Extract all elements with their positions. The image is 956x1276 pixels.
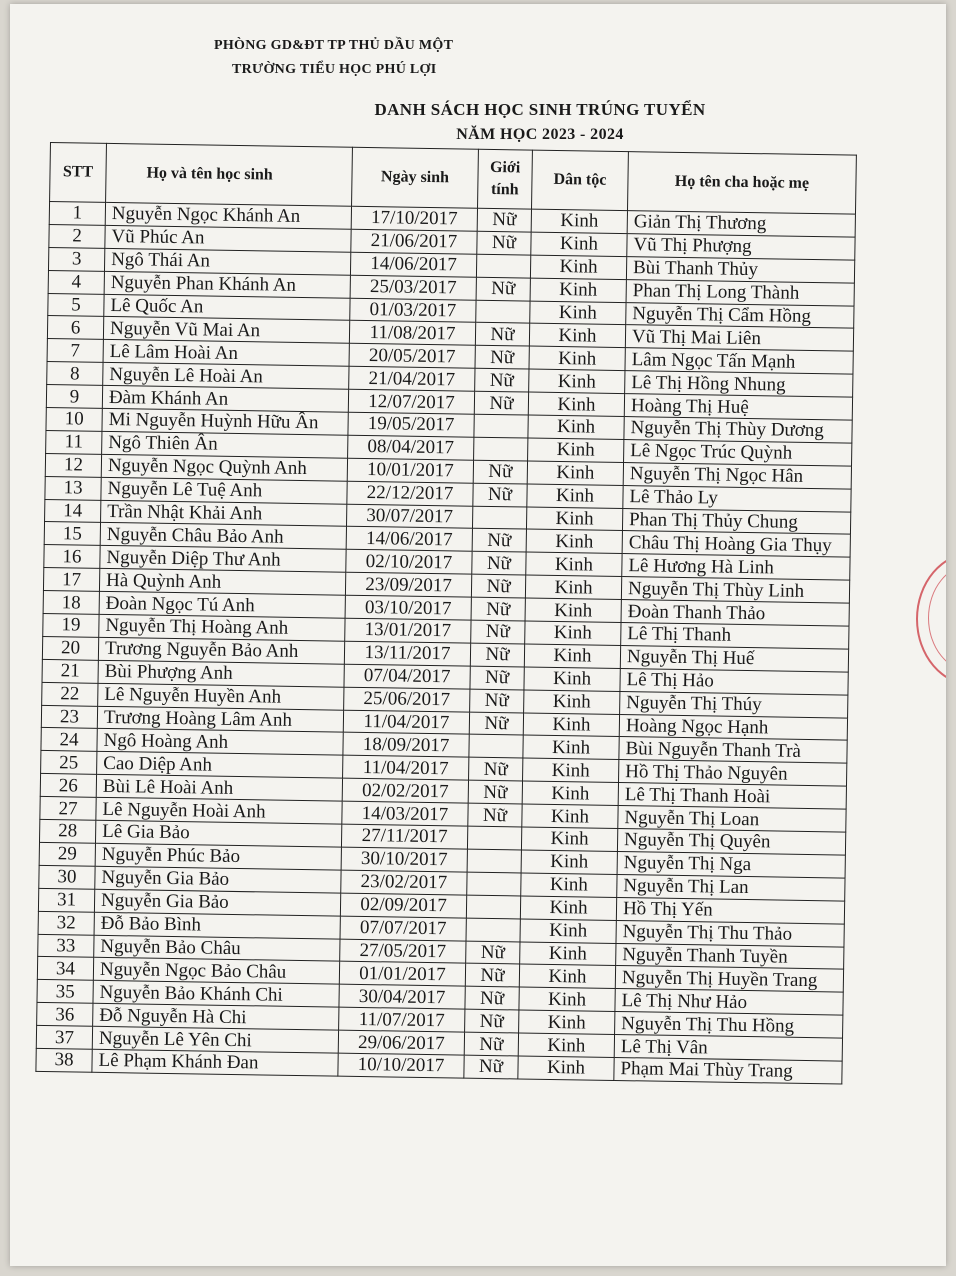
cell-dob: 27/11/2017 — [341, 824, 467, 849]
cell-dob: 27/05/2017 — [340, 939, 466, 964]
cell-stt: 21 — [42, 659, 98, 683]
cell-stt: 31 — [38, 888, 94, 912]
cell-ethnicity: Kinh — [521, 827, 617, 851]
cell-gender: Nữ — [465, 986, 519, 1010]
cell-dob: 18/09/2017 — [343, 733, 469, 758]
cell-parent-name: Lê Thảo Ly — [623, 485, 851, 511]
cell-parent-name: Nguyễn Thị Lan — [617, 874, 845, 900]
cell-ethnicity: Kinh — [524, 690, 620, 714]
cell-gender: Nữ — [468, 803, 522, 827]
cell-parent-name: Nguyễn Thị Thùy Linh — [621, 577, 849, 603]
cell-stt: 4 — [48, 270, 104, 294]
cell-student-name: Nguyễn Lê Tuệ Anh — [101, 477, 347, 504]
cell-ethnicity: Kinh — [523, 735, 619, 759]
cell-student-name: Nguyễn Châu Bảo Anh — [100, 523, 346, 550]
cell-stt: 34 — [37, 957, 93, 981]
cell-gender — [467, 826, 521, 850]
cell-student-name: Bùi Phượng Anh — [98, 660, 344, 687]
cell-stt: 20 — [42, 636, 98, 660]
col-header-gender: Giới tính — [478, 149, 533, 209]
cell-student-name: Nguyễn Gia Bảo — [94, 889, 340, 916]
cell-student-name: Nguyễn Thị Hoàng Anh — [99, 614, 345, 641]
cell-ethnicity: Kinh — [524, 644, 620, 668]
cell-gender: Nữ — [475, 323, 529, 347]
cell-ethnicity: Kinh — [528, 438, 624, 462]
cell-ethnicity: Kinh — [521, 873, 617, 897]
cell-ethnicity: Kinh — [523, 758, 619, 782]
cell-gender: Nữ — [471, 597, 525, 621]
cell-student-name: Nguyễn Phúc Bảo — [95, 843, 341, 870]
cell-ethnicity: Kinh — [525, 575, 621, 599]
cell-gender — [467, 849, 521, 873]
cell-student-name: Hà Quỳnh Anh — [99, 569, 345, 596]
cell-student-name: Nguyễn Lê Hoài An — [103, 363, 349, 390]
cell-student-name: Trương Nguyễn Bảo Anh — [98, 637, 344, 664]
cell-dob: 11/04/2017 — [343, 756, 469, 781]
cell-ethnicity: Kinh — [526, 507, 622, 531]
col-header-name: Họ và tên học sinh — [106, 143, 353, 206]
cell-parent-name: Nguyễn Thị Thùy Dương — [624, 417, 852, 443]
cell-stt: 17 — [43, 568, 99, 592]
cell-parent-name: Lê Thị Thanh Hoài — [618, 783, 846, 809]
cell-ethnicity: Kinh — [528, 415, 624, 439]
cell-dob: 30/07/2017 — [346, 504, 472, 529]
cell-student-name: Đàm Khánh An — [102, 385, 348, 412]
cell-ethnicity: Kinh — [530, 255, 626, 279]
cell-ethnicity: Kinh — [527, 461, 623, 485]
cell-parent-name: Bùi Thanh Thủy — [626, 256, 854, 282]
cell-student-name: Trần Nhật Khải Anh — [101, 500, 347, 527]
cell-parent-name: Lê Thị Thanh — [621, 623, 849, 649]
cell-stt: 19 — [43, 613, 99, 637]
cell-gender: Nữ — [465, 1009, 519, 1033]
cell-dob: 10/01/2017 — [347, 458, 473, 483]
cell-stt: 36 — [37, 1003, 93, 1027]
cell-stt: 22 — [42, 682, 98, 706]
cell-parent-name: Nguyễn Thị Ngọc Hân — [623, 462, 851, 488]
cell-ethnicity: Kinh — [531, 232, 627, 256]
cell-gender — [472, 506, 526, 530]
cell-parent-name: Nguyễn Thị Thu Thảo — [616, 920, 844, 946]
school-name: TRƯỜNG TIỂU HỌC PHÚ LỢI — [232, 62, 437, 77]
cell-parent-name: Lâm Ngọc Tấn Mạnh — [625, 348, 853, 374]
col-header-parent: Họ tên cha hoặc mẹ — [627, 152, 856, 215]
cell-stt: 10 — [46, 407, 102, 431]
cell-stt: 11 — [46, 430, 102, 454]
cell-parent-name: Vũ Thị Mai Liên — [625, 325, 853, 351]
cell-parent-name: Lê Thị Như Hảo — [615, 989, 843, 1015]
cell-stt: 8 — [47, 362, 103, 386]
cell-gender — [466, 918, 520, 942]
cell-ethnicity: Kinh — [521, 850, 617, 874]
cell-student-name: Nguyễn Diệp Thư Anh — [100, 546, 346, 573]
cell-gender: Nữ — [475, 346, 529, 370]
cell-gender — [474, 437, 528, 461]
cell-ethnicity: Kinh — [523, 713, 619, 737]
cell-stt: 14 — [45, 499, 101, 523]
cell-stt: 30 — [39, 865, 95, 889]
cell-dob: 20/05/2017 — [349, 344, 475, 369]
cell-stt: 23 — [41, 705, 97, 729]
cell-dob: 02/09/2017 — [340, 893, 466, 918]
cell-stt: 29 — [39, 842, 95, 866]
cell-dob: 23/09/2017 — [345, 572, 471, 597]
cell-ethnicity: Kinh — [518, 1033, 614, 1057]
cell-student-name: Lê Nguyễn Huyền Anh — [98, 683, 344, 710]
cell-dob: 10/10/2017 — [338, 1053, 464, 1078]
cell-gender: Nữ — [472, 529, 526, 553]
cell-ethnicity: Kinh — [519, 964, 615, 988]
cell-ethnicity: Kinh — [530, 278, 626, 302]
cell-parent-name: Nguyễn Thị Nga — [617, 851, 845, 877]
cell-stt: 33 — [38, 934, 94, 958]
cell-gender: Nữ — [468, 780, 522, 804]
cell-dob: 07/04/2017 — [344, 664, 470, 689]
cell-dob: 13/01/2017 — [345, 618, 471, 643]
cell-stt: 38 — [36, 1048, 92, 1072]
cell-student-name: Đoàn Ngọc Tú Anh — [99, 591, 345, 618]
cell-student-name: Mi Nguyễn Huỳnh Hữu Ân — [102, 408, 348, 435]
cell-gender — [466, 895, 520, 919]
cell-dob: 14/03/2017 — [342, 801, 468, 826]
cell-parent-name: Phạm Mai Thùy Trang — [614, 1057, 842, 1083]
cell-gender: Nữ — [466, 941, 520, 965]
cell-dob: 25/06/2017 — [344, 687, 470, 712]
cell-dob: 01/03/2017 — [350, 298, 476, 323]
cell-dob: 25/03/2017 — [350, 275, 476, 300]
cell-dob: 03/10/2017 — [345, 595, 471, 620]
cell-parent-name: Nguyễn Thị Thúy — [620, 691, 848, 717]
cell-gender — [469, 735, 523, 759]
cell-stt: 1 — [49, 202, 105, 226]
cell-gender: Nữ — [477, 231, 531, 255]
cell-student-name: Vũ Phúc An — [105, 225, 351, 252]
cell-stt: 9 — [46, 385, 102, 409]
cell-student-name: Đỗ Bảo Bình — [94, 912, 340, 939]
document-title: DANH SÁCH HỌC SINH TRÚNG TUYỂN — [374, 100, 706, 119]
cell-dob: 01/01/2017 — [339, 962, 465, 987]
cell-student-name: Nguyễn Lê Yên Chi — [92, 1026, 338, 1053]
cell-dob: 14/06/2017 — [346, 527, 472, 552]
cell-dob: 02/10/2017 — [346, 550, 472, 575]
cell-parent-name: Hoàng Thị Huệ — [624, 394, 852, 420]
cell-parent-name: Nguyễn Thị Quyên — [617, 829, 845, 855]
cell-ethnicity: Kinh — [530, 301, 626, 325]
cell-gender — [476, 300, 530, 324]
cell-student-name: Cao Diệp Anh — [97, 752, 343, 779]
cell-gender: Nữ — [471, 620, 525, 644]
cell-parent-name: Nguyễn Thị Huyền Trang — [615, 966, 843, 992]
student-table-wrapper — [35, 142, 857, 1084]
cell-stt: 3 — [48, 247, 104, 271]
cell-stt: 35 — [37, 980, 93, 1004]
cell-dob: 30/04/2017 — [339, 984, 465, 1009]
cell-dob: 11/07/2017 — [339, 1007, 465, 1032]
document-page — [10, 4, 946, 1266]
cell-dob: 11/04/2017 — [343, 710, 469, 735]
cell-gender: Nữ — [477, 208, 531, 232]
cell-parent-name: Nguyễn Thị Thu Hồng — [615, 1012, 843, 1038]
cell-dob: 21/06/2017 — [351, 229, 477, 254]
cell-stt: 6 — [47, 316, 103, 340]
cell-dob: 14/06/2017 — [350, 252, 476, 277]
cell-gender: Nữ — [465, 964, 519, 988]
cell-parent-name: Lê Thị Hồng Nhung — [625, 371, 853, 397]
cell-student-name: Lê Phạm Khánh Đan — [92, 1049, 338, 1076]
cell-gender: Nữ — [470, 666, 524, 690]
cell-stt: 25 — [41, 751, 97, 775]
cell-ethnicity: Kinh — [525, 598, 621, 622]
col-header-ethnicity: Dân tộc — [532, 150, 629, 211]
cell-gender: Nữ — [469, 712, 523, 736]
table-body — [36, 202, 856, 1084]
cell-parent-name: Nguyễn Thị Cẩm Hồng — [626, 302, 854, 328]
cell-parent-name: Hồ Thị Yến — [616, 897, 844, 923]
cell-parent-name: Lê Ngọc Trúc Quỳnh — [624, 439, 852, 465]
cell-student-name: Bùi Lê Hoài Anh — [96, 775, 342, 802]
cell-gender: Nữ — [475, 368, 529, 392]
cell-ethnicity: Kinh — [522, 804, 618, 828]
cell-stt: 26 — [40, 774, 96, 798]
cell-student-name: Nguyễn Phan Khánh An — [104, 271, 350, 298]
cell-ethnicity: Kinh — [526, 552, 622, 576]
cell-dob: 13/11/2017 — [344, 641, 470, 666]
cell-gender: Nữ — [473, 483, 527, 507]
cell-dob: 21/04/2017 — [349, 366, 475, 391]
cell-gender: Nữ — [470, 643, 524, 667]
cell-stt: 27 — [40, 797, 96, 821]
red-seal-inner-ring — [928, 564, 946, 672]
department-name: PHÒNG GD&ĐT TP THỦ DẦU MỘT — [214, 38, 454, 53]
cell-stt: 15 — [44, 522, 100, 546]
cell-student-name: Lê Lâm Hoài An — [103, 340, 349, 367]
cell-parent-name: Bùi Nguyễn Thanh Trà — [619, 737, 847, 763]
cell-stt: 7 — [47, 339, 103, 363]
cell-dob: 08/04/2017 — [348, 435, 474, 460]
cell-stt: 37 — [36, 1025, 92, 1049]
document-subtitle: NĂM HỌC 2023 - 2024 — [456, 126, 624, 143]
cell-dob: 22/12/2017 — [347, 481, 473, 506]
cell-parent-name: Châu Thị Hoàng Gia Thụy — [622, 531, 850, 557]
cell-stt: 24 — [41, 728, 97, 752]
cell-gender: Nữ — [464, 1055, 518, 1079]
cell-stt: 32 — [38, 911, 94, 935]
cell-parent-name: Giản Thị Thương — [627, 211, 855, 237]
cell-ethnicity: Kinh — [527, 484, 623, 508]
cell-student-name: Ngô Thiên Ân — [102, 431, 348, 458]
cell-parent-name: Phan Thị Long Thành — [626, 279, 854, 305]
cell-parent-name: Lê Thị Hảo — [620, 668, 848, 694]
cell-stt: 16 — [44, 545, 100, 569]
cell-ethnicity: Kinh — [520, 896, 616, 920]
cell-ethnicity: Kinh — [529, 324, 625, 348]
cell-ethnicity: Kinh — [531, 209, 627, 233]
cell-parent-name: Nguyễn Thị Loan — [618, 806, 846, 832]
cell-student-name: Nguyễn Bảo Châu — [94, 935, 340, 962]
cell-dob: 12/07/2017 — [348, 389, 474, 414]
cell-student-name: Nguyễn Ngọc Bảo Châu — [93, 958, 339, 985]
cell-parent-name: Lê Hương Hà Linh — [622, 554, 850, 580]
cell-student-name: Lê Nguyễn Hoài Anh — [96, 797, 342, 824]
cell-ethnicity: Kinh — [524, 667, 620, 691]
cell-parent-name: Hoàng Ngọc Hạnh — [619, 714, 847, 740]
cell-stt: 18 — [43, 591, 99, 615]
cell-ethnicity: Kinh — [528, 392, 624, 416]
cell-gender: Nữ — [473, 460, 527, 484]
cell-stt: 28 — [39, 819, 95, 843]
cell-dob: 11/08/2017 — [349, 321, 475, 346]
cell-ethnicity: Kinh — [522, 781, 618, 805]
cell-student-name: Nguyễn Gia Bảo — [95, 866, 341, 893]
cell-gender: Nữ — [470, 689, 524, 713]
cell-student-name: Ngô Hoàng Anh — [97, 729, 343, 756]
cell-ethnicity: Kinh — [518, 1056, 614, 1080]
cell-stt: 13 — [45, 476, 101, 500]
cell-student-name: Nguyễn Bảo Khánh Chi — [93, 981, 339, 1008]
cell-parent-name: Nguyễn Thanh Tuyền — [616, 943, 844, 969]
cell-parent-name: Lê Thị Vân — [614, 1035, 842, 1061]
cell-student-name: Lê Quốc An — [104, 294, 350, 321]
cell-dob: 23/02/2017 — [341, 870, 467, 895]
cell-gender: Nữ — [471, 574, 525, 598]
cell-dob: 19/05/2017 — [348, 412, 474, 437]
cell-student-name: Nguyễn Ngọc Khánh An — [105, 202, 351, 229]
cell-stt: 12 — [45, 453, 101, 477]
cell-student-name: Lê Gia Bảo — [95, 820, 341, 847]
cell-ethnicity: Kinh — [529, 346, 625, 370]
cell-stt: 2 — [49, 224, 105, 248]
cell-parent-name: Nguyễn Thị Huế — [620, 645, 848, 671]
cell-gender: Nữ — [472, 552, 526, 576]
cell-dob: 07/07/2017 — [340, 916, 466, 941]
cell-dob: 29/06/2017 — [338, 1030, 464, 1055]
cell-student-name: Nguyễn Ngọc Quỳnh Anh — [101, 454, 347, 481]
cell-dob: 30/10/2017 — [341, 847, 467, 872]
cell-gender — [467, 872, 521, 896]
col-header-stt: STT — [50, 143, 107, 203]
cell-ethnicity: Kinh — [519, 987, 615, 1011]
cell-ethnicity: Kinh — [525, 621, 621, 645]
cell-gender: Nữ — [469, 758, 523, 782]
cell-gender — [476, 254, 530, 278]
red-seal-stamp — [916, 552, 946, 686]
cell-parent-name: Phan Thị Thủy Chung — [622, 508, 850, 534]
cell-dob: 02/02/2017 — [342, 778, 468, 803]
cell-gender: Nữ — [474, 391, 528, 415]
cell-parent-name: Đoàn Thanh Thảo — [621, 600, 849, 626]
cell-student-name: Nguyễn Vũ Mai An — [103, 317, 349, 344]
cell-student-name: Trương Hoàng Lâm Anh — [97, 706, 343, 733]
cell-student-name: Ngô Thái An — [104, 248, 350, 275]
cell-ethnicity: Kinh — [529, 369, 625, 393]
cell-ethnicity: Kinh — [519, 1010, 615, 1034]
cell-parent-name: Hồ Thị Thảo Nguyên — [619, 760, 847, 786]
col-header-dob: Ngày sinh — [352, 147, 479, 208]
cell-ethnicity: Kinh — [520, 919, 616, 943]
cell-parent-name: Vũ Thị Phượng — [627, 233, 855, 259]
cell-stt: 5 — [48, 293, 104, 317]
cell-gender — [474, 414, 528, 438]
cell-gender: Nữ — [464, 1032, 518, 1056]
cell-dob: 17/10/2017 — [351, 206, 477, 231]
cell-ethnicity: Kinh — [526, 530, 622, 554]
cell-student-name: Đỗ Nguyễn Hà Chi — [93, 1003, 339, 1030]
cell-gender: Nữ — [476, 277, 530, 301]
student-table — [35, 142, 857, 1084]
cell-ethnicity: Kinh — [520, 941, 616, 965]
